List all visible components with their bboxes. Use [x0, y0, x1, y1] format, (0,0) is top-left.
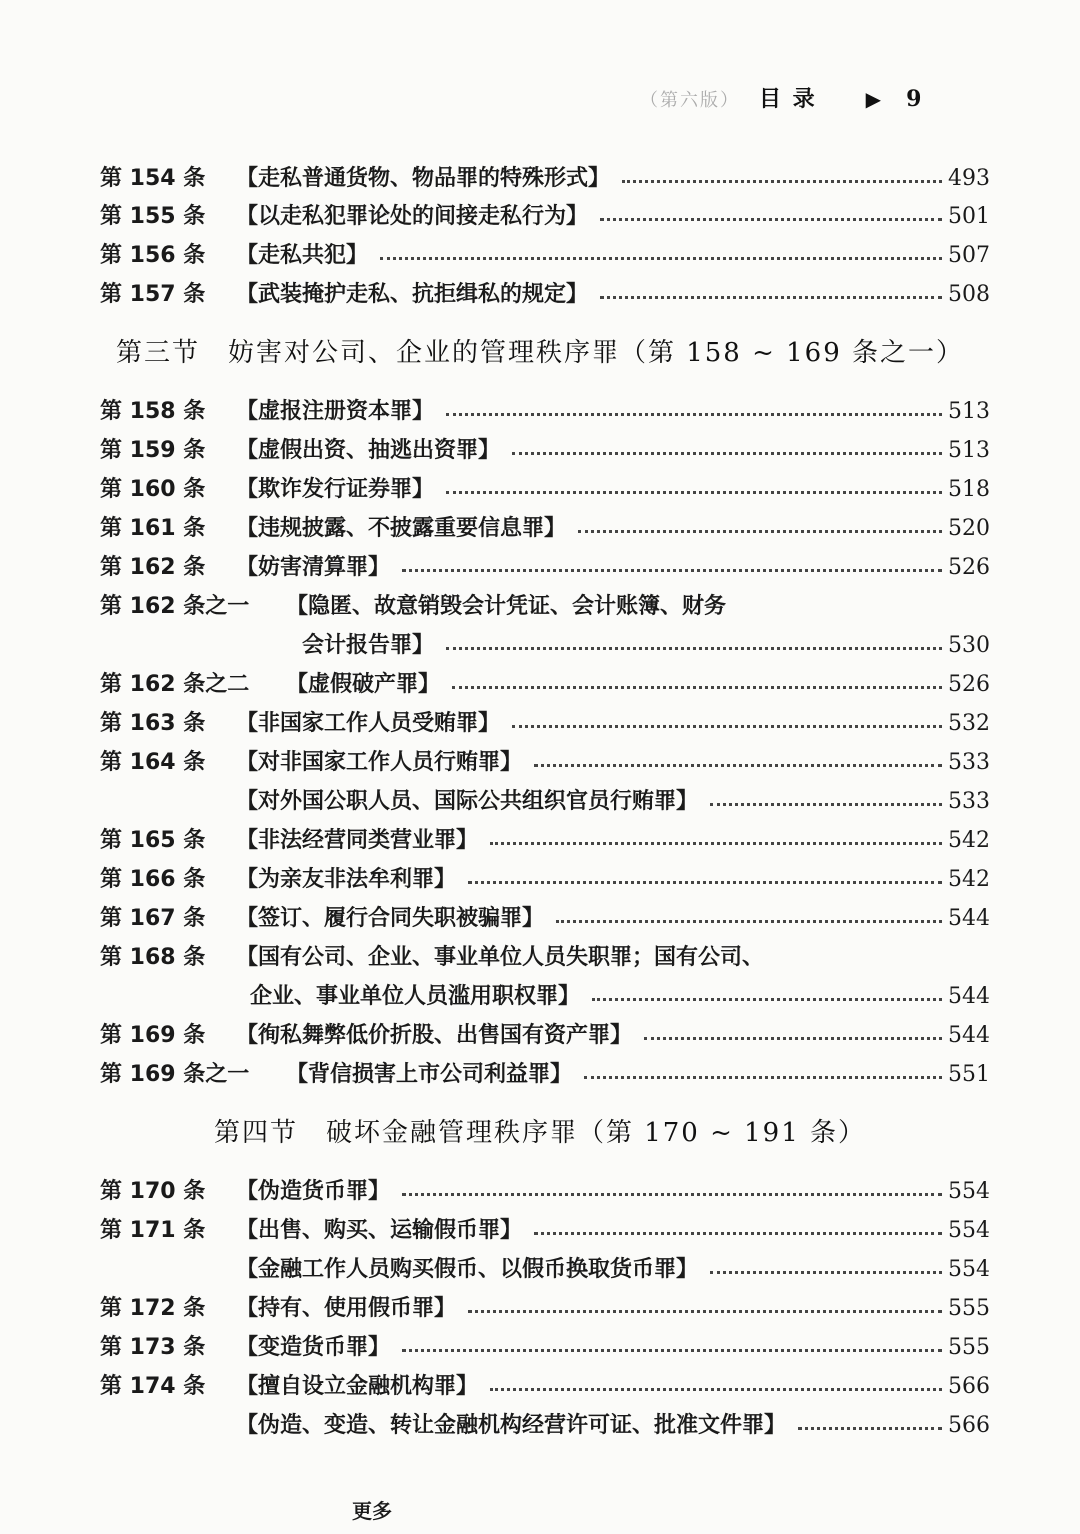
toc-entry[interactable] — [100, 1056, 990, 1094]
leader-dots — [490, 1388, 942, 1391]
leader-dots — [556, 920, 942, 923]
entry-page-number: 542 — [948, 867, 990, 892]
entry-page-number: 493 — [948, 166, 990, 191]
entry-title: 【走私普通货物、物品罪的特殊形式】 — [236, 166, 611, 191]
toc-entry[interactable] — [100, 900, 990, 938]
entry-title: 【徇私舞弊低价折股、出售国有资产罪】 — [236, 1023, 633, 1048]
toc-entry[interactable] — [100, 783, 990, 821]
entry-page-number: 526 — [948, 555, 990, 580]
entry-page-number: 554 — [948, 1257, 990, 1282]
toc-entry[interactable] — [100, 1251, 990, 1289]
toc-entry[interactable] — [100, 1368, 990, 1406]
entry-page-number: 530 — [948, 633, 990, 658]
entry-page-number: 544 — [948, 1023, 990, 1048]
entry-page-number: 533 — [948, 789, 990, 814]
leader-dots — [534, 764, 942, 767]
entry-title: 【变造货币罪】 — [236, 1335, 391, 1360]
leader-dots — [452, 686, 942, 689]
leader-dots — [710, 1271, 942, 1274]
toc-entry[interactable] — [100, 588, 990, 626]
article-number: 第 162 条之二 — [100, 672, 250, 697]
article-number: 第 160 条 — [100, 477, 206, 502]
leader-dots — [446, 647, 942, 650]
toc-entry[interactable] — [100, 276, 990, 314]
entry-title: 【妨害清算罪】 — [236, 555, 391, 580]
leader-dots — [402, 1193, 942, 1196]
toc-entry[interactable] — [100, 939, 990, 977]
leader-dots — [468, 1310, 942, 1313]
toc-entry[interactable] — [100, 549, 990, 587]
leader-dots — [468, 881, 942, 884]
entry-page-number: 555 — [948, 1335, 990, 1360]
entry-page-number: 507 — [948, 243, 990, 268]
entry-page-number: 554 — [948, 1218, 990, 1243]
toc-entry[interactable] — [100, 627, 990, 665]
article-number: 第 154 条 — [100, 166, 206, 191]
entry-title: 【出售、购买、运输假币罪】 — [236, 1218, 523, 1243]
article-number: 第 158 条 — [100, 399, 206, 424]
entry-title: 企业、事业单位人员滥用职权罪】 — [250, 984, 581, 1009]
entry-page-number: 533 — [948, 750, 990, 775]
toc-entry[interactable] — [100, 198, 990, 236]
article-number: 第 173 条 — [100, 1335, 206, 1360]
entry-title: 【对外国公职人员、国际公共组织官员行贿罪】 — [236, 789, 699, 814]
leader-dots — [402, 569, 942, 572]
entry-title: 【擅自设立金融机构罪】 — [236, 1374, 479, 1399]
leader-dots — [380, 257, 942, 260]
entry-page-number: 544 — [948, 906, 990, 931]
entry-page-number: 566 — [948, 1413, 990, 1438]
leader-dots — [446, 491, 942, 494]
entry-title: 【违规披露、不披露重要信息罪】 — [236, 516, 567, 541]
article-number: 第 172 条 — [100, 1296, 206, 1321]
entry-page-number: 544 — [948, 984, 990, 1009]
entry-title: 【以走私犯罪论处的间接走私行为】 — [236, 204, 589, 229]
article-number: 第 155 条 — [100, 204, 206, 229]
article-number: 第 165 条 — [100, 828, 206, 853]
article-number: 第 174 条 — [100, 1374, 206, 1399]
toc-entry[interactable] — [100, 393, 990, 431]
toc-entry[interactable] — [100, 1017, 990, 1055]
entry-page-number: 551 — [948, 1062, 990, 1087]
toc-entry[interactable] — [100, 1407, 990, 1445]
article-number: 第 157 条 — [100, 282, 206, 307]
entry-page-number: 501 — [948, 204, 990, 229]
leader-dots — [600, 296, 942, 299]
entry-title: 【非国家工作人员受贿罪】 — [236, 711, 501, 736]
article-number: 第 168 条 — [100, 945, 206, 970]
article-number: 第 169 条 — [100, 1023, 206, 1048]
toc-entry[interactable] — [100, 160, 990, 198]
entry-page-number: 554 — [948, 1179, 990, 1204]
entry-title: 【隐匿、故意销毁会计凭证、会计账簿、财务 — [286, 594, 727, 619]
article-number: 第 161 条 — [100, 516, 206, 541]
leader-dots — [710, 803, 942, 806]
entry-page-number: 532 — [948, 711, 990, 736]
entry-title: 【持有、使用假币罪】 — [236, 1296, 457, 1321]
entry-title: 【武装掩护走私、抗拒缉私的规定】 — [236, 282, 589, 307]
leader-dots — [592, 998, 942, 1001]
toc-entry[interactable] — [100, 978, 990, 1016]
entry-title: 【虚假破产罪】 — [286, 672, 441, 697]
entry-title: 【走私共犯】 — [236, 243, 369, 268]
entry-title: 【对非国家工作人员行贿罪】 — [236, 750, 523, 775]
header-page-number: 9 — [906, 86, 924, 112]
entry-title: 【国有公司、企业、事业单位人员失职罪；国有公司、 — [236, 945, 765, 970]
section-heading: 第三节 妨害对公司、企业的管理秩序罪（第 158 ~ 169 条之一） — [115, 338, 965, 368]
entry-title: 【签订、履行合同失职被骗罪】 — [236, 906, 545, 931]
entry-title: 【伪造货币罪】 — [236, 1179, 391, 1204]
leader-dots — [402, 1349, 942, 1352]
entry-page-number: 566 — [948, 1374, 990, 1399]
article-number: 第 163 条 — [100, 711, 206, 736]
entry-title: 【金融工作人员购买假币、以假币换取货币罪】 — [236, 1257, 699, 1282]
triangle-right-icon: ▶ — [865, 87, 884, 111]
entry-page-number: 542 — [948, 828, 990, 853]
entry-title: 【非法经营同类营业罪】 — [236, 828, 479, 853]
more-link[interactable]: 更多 — [352, 1499, 392, 1523]
toc-entry[interactable] — [100, 861, 990, 899]
article-number: 第 156 条 — [100, 243, 206, 268]
article-number: 第 162 条之一 — [100, 594, 250, 619]
entry-page-number: 526 — [948, 672, 990, 697]
toc-entry[interactable] — [100, 432, 990, 470]
entry-page-number: 518 — [948, 477, 990, 502]
toc-entry[interactable] — [100, 822, 990, 860]
leader-dots — [534, 1232, 942, 1235]
leader-dots — [622, 180, 942, 183]
entry-page-number: 555 — [948, 1296, 990, 1321]
section-heading: 第四节 破坏金融管理秩序罪（第 170 ~ 191 条） — [213, 1118, 867, 1148]
running-header — [640, 82, 980, 113]
entry-title: 【虚假出资、抽逃出资罪】 — [236, 438, 501, 463]
article-number: 第 170 条 — [100, 1179, 206, 1204]
article-number: 第 171 条 — [100, 1218, 206, 1243]
toc-entry[interactable] — [100, 1329, 990, 1367]
entry-title: 【背信损害上市公司利益罪】 — [286, 1062, 573, 1087]
leader-dots — [584, 1076, 942, 1079]
leader-dots — [512, 725, 942, 728]
toc-entry[interactable] — [100, 1290, 990, 1328]
leader-dots — [644, 1037, 942, 1040]
article-number: 第 164 条 — [100, 750, 206, 775]
entry-page-number: 508 — [948, 282, 990, 307]
entry-title: 【为亲友非法牟利罪】 — [236, 867, 457, 892]
toc-entry[interactable] — [100, 744, 990, 782]
entry-title: 【伪造、变造、转让金融机构经营许可证、批准文件罪】 — [236, 1413, 787, 1438]
toc-entry[interactable] — [100, 666, 990, 704]
leader-dots — [600, 218, 942, 221]
toc-entry[interactable] — [100, 510, 990, 548]
leader-dots — [798, 1427, 942, 1430]
leader-dots — [490, 842, 942, 845]
toc-entry[interactable] — [100, 237, 990, 275]
toc-entry[interactable] — [100, 471, 990, 509]
entry-title: 【欺诈发行证券罪】 — [236, 477, 435, 502]
edition-label: （第六版） — [640, 90, 740, 111]
article-number: 第 169 条之一 — [100, 1062, 250, 1087]
toc-entry[interactable] — [100, 1173, 990, 1211]
article-number: 第 167 条 — [100, 906, 206, 931]
article-number: 第 159 条 — [100, 438, 206, 463]
toc-entry[interactable] — [100, 1212, 990, 1250]
leader-dots — [446, 413, 942, 416]
entry-title: 【虚报注册资本罪】 — [236, 399, 435, 424]
entry-title: 会计报告罪】 — [302, 633, 435, 658]
entry-page-number: 513 — [948, 399, 990, 424]
article-number: 第 166 条 — [100, 867, 206, 892]
toc-entry[interactable] — [100, 705, 990, 743]
header-title: 目 录 — [759, 87, 817, 112]
entry-page-number: 520 — [948, 516, 990, 541]
leader-dots — [578, 530, 942, 533]
article-number: 第 162 条 — [100, 555, 206, 580]
entry-page-number: 513 — [948, 438, 990, 463]
leader-dots — [512, 452, 942, 455]
